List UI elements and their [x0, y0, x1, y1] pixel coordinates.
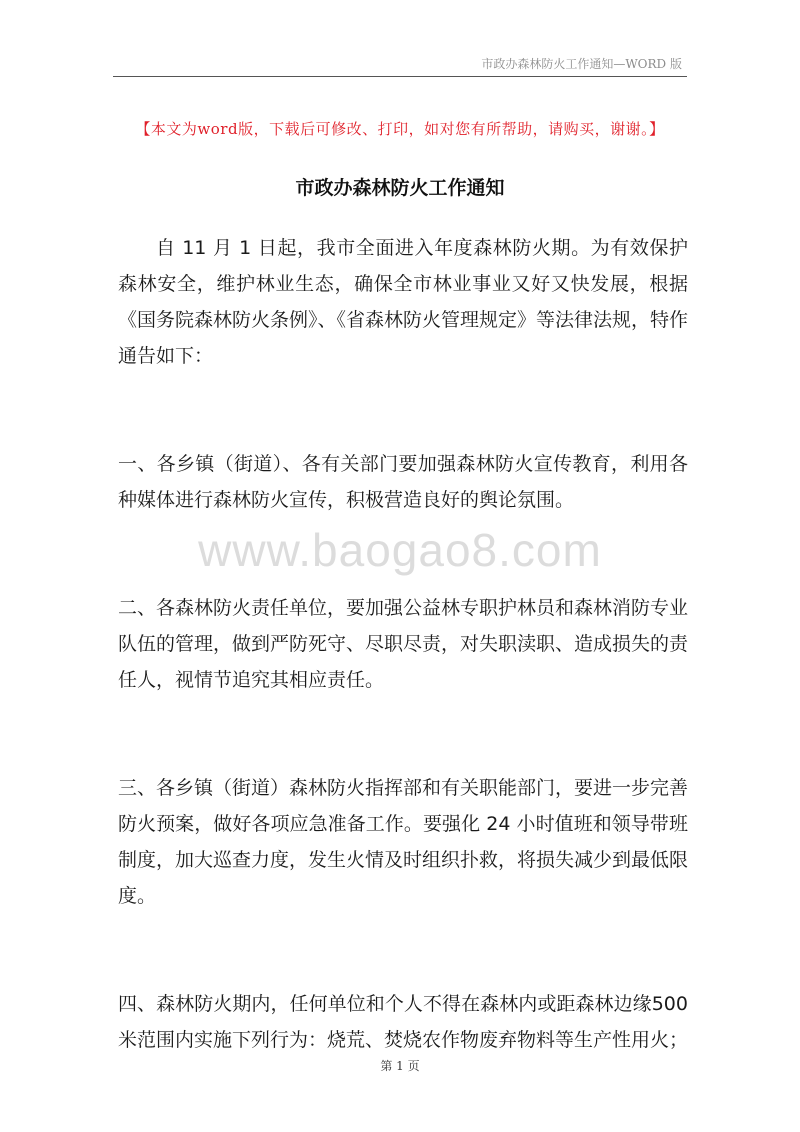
document-body — [118, 230, 688, 1058]
watermark: www.baogao8.com — [198, 524, 602, 576]
header-divider — [113, 76, 687, 77]
document-title: 市政办森林防火工作通知 — [295, 177, 505, 199]
paragraph-item-3: 三、各乡镇（街道）森林防火指挥部和有关职能部门，要进一步完善防火预案，做好各项应急准备工作。要强化 24 小时值班和领导带班制度，加大巡查力度，发生火情及时组织扑救，将损失减少到最低限度。 — [118, 777, 689, 907]
paragraph-item-1: 一、各乡镇（街道）、各有关部门要加强森林防火宣传教育，利用各种媒体进行森林防火宣传，积极营造良好的舆论氛围。 — [118, 453, 688, 511]
document-header-label: 市政办森林防火工作通知—WORD 版 — [481, 57, 682, 71]
paragraph-item-2: 二、各森林防火责任单位，要加强公益林专职护林员和森林消防专业队伍的管理，做到严防死守、尽职尽责，对失职渎职、造成损失的责任人，视情节追究其相应责任。 — [118, 597, 689, 691]
paragraph-intro: 自 11 月 1 日起，我市全面进入年度森林防火期。为有效保护森林安全，维护林业生态，确保全市林业事业又好又快发展，根据《国务院森林防火条例》、《省森林防火管理规定》等法律法规，特作通告如下： — [118, 237, 689, 367]
paragraph-item-4: 四、森林防火期内，任何单位和个人不得在森林内或距森林边缘500米范围内实施下列行为：烧荒、焚烧农作物废弃物料等生产性用火； — [118, 993, 689, 1051]
purchase-notice: 【本文为word版，下载后可修改、打印，如对您有所帮助，请购买，谢谢。】 — [135, 120, 665, 138]
page-number: 第 1 页 — [380, 1059, 420, 1073]
